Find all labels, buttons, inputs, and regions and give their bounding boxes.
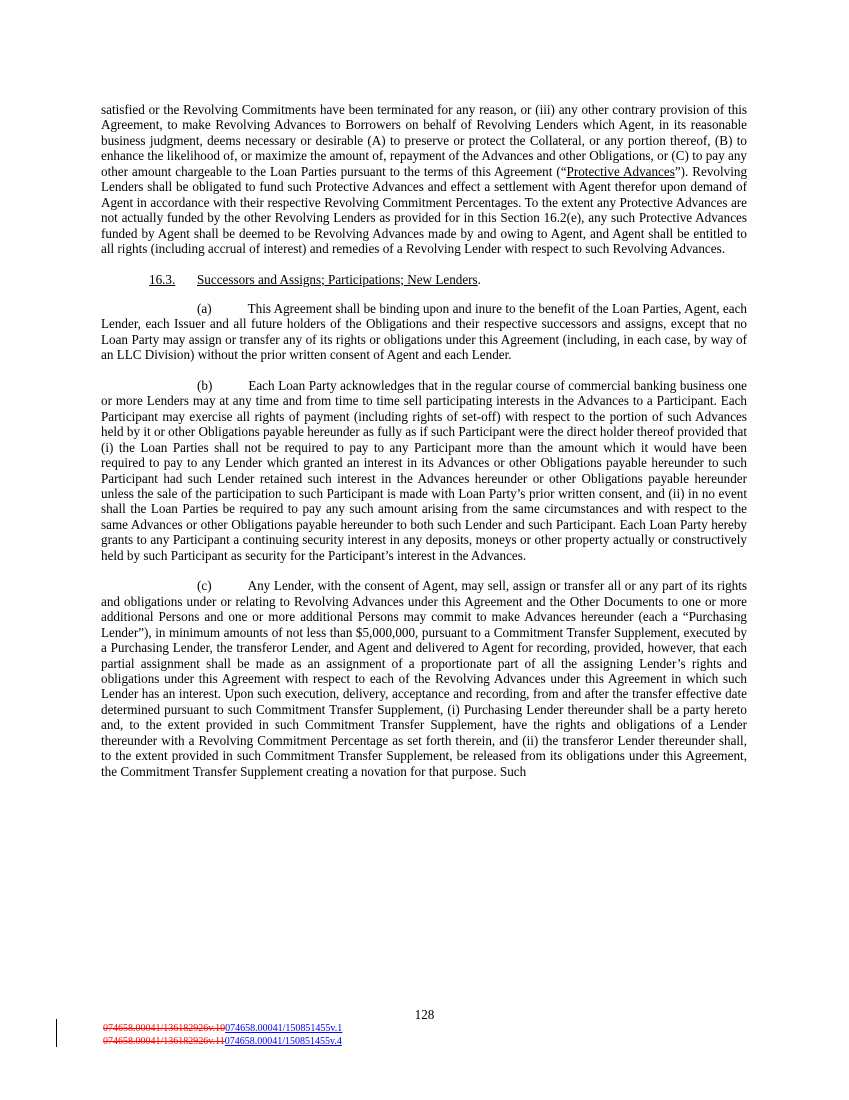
- paragraph-c-text: Any Lender, with the consent of Agent, may sell, assign or transfer all or any part of its rights and obligations under or relating to Revolving Advances under this Agreement and the Other Documents to one or more additional Persons and one or more additional Persons may commit to make Advances hereunder (each a “Purchasing Lender”), in minimum amounts of not less than $5,000,000, pursuant to a Commitment Transfer Supplement, executed by a Purchasing Lender, the transferor Lender, and Agent and delivered to Agent for recording, provided, however, that each partial assignment shall be made as an assignment of a proportionate part of all the assigning Lender’s rights and obligations under this Agreement with respect to each of the Revolving Advances under this Agreement in which such Lender has an interest. Upon such execution, delivery, acceptance and recording, from and after the transfer effective date determined pursuant to such Commitment Transfer Supplement, (i) Purchasing Lender thereunder shall be a party hereto and, to the extent provided in such Commitment Transfer Supplement, have the rights and obligations of a Lender thereunder with a Revolving Commitment Percentage as set forth therein, and (ii) the transferor Lender thereunder shall, to the extent provided in such Commitment Transfer Supplement, be released from its obligations under this Agreement, the Commitment Transfer Supplement creating a novation for that purpose. Such: [101, 578, 747, 779]
- document-body: [101, 102, 747, 779]
- paragraph-a: [101, 301, 747, 363]
- paragraph-c: [101, 578, 747, 779]
- defined-term-protective-advances: Protective Advances: [566, 163, 675, 179]
- page-number: 128: [414, 1007, 435, 1022]
- paragraph-b: [101, 378, 747, 563]
- footer-line-2: [103, 1035, 342, 1048]
- intro-paragraph: satisfied or the Revolving Commitments have been terminated for any reason, or (iii) any other contrary provision of this Agreement, to make Revolving Advances to Borrowers on behalf of Revolving Lenders which Agent, in its reasonable business judgment, deems necessary or desirable (A) to preserve or protect the Collateral, or any portion thereof, (B) to enhance the likelihood of, or maximize the amount of, repayment of the Advances and other Obligations, or (C) to pay any other amount chargeable to the Loan Parties pursuant to the terms of this Agreement (“Protective Advances”). Revolving Lenders shall be obligated to fund such Protective Advances and effect a settlement with Agent therefor upon demand of Agent in accordance with their respective Revolving Commitment Percentages. To the extent any Protective Advances are not actually funded by the other Revolving Lenders as provided for in this Section 16.2(e), any such Protective Advances funded by Agent shall be deemed to be Revolving Advances made by and owing to Agent, and Agent shall be entitled to all rights (including accrual of interest) and remedies of a Revolving Lender with respect to such Revolving Advances.: [101, 102, 748, 257]
- paragraph-b-text: Each Loan Party acknowledges that in the regular course of commercial banking business one or more Lenders may at any time and from time to time sell participating interests in the Advances to a Participant. Each Participant may exercise all rights of payment (including rights of set-off) with respect to the portion of such Advances held by it or other Obligations payable hereunder as fully as if such Participant were the direct holder thereof provided that (i) the Loan Parties shall not be required to pay to any Participant more than the amount which it would have been required to pay to any Lender which granted an interest in its Advances or other Obligations payable hereunder to such Participant had such Lender retained such interest in the Advances hereunder or other Obligations payable hereunder unless the sale of the participation to such Participant is made with Loan Party’s prior written consent, and (ii) in no event shall the Loan Parties be required to pay any such amount arising from the same circumstances and with respect to the same Advances or other Obligations payable hereunder to both such Lender and such Participant. Each Loan Party hereby grants to any Participant a continuing security interest in any deposits, moneys or other property actually or constructively held by such Participant as security for the Participant’s interest in the Advances.: [101, 377, 747, 563]
- footer-inserted-id-1: 074658.00041/150851455v.1: [225, 1023, 343, 1034]
- footer-deleted-id-2: 074658.00041/136182926v.11: [103, 1036, 225, 1047]
- footer-deleted-id-1: 074658.00041/136182926v.10: [103, 1023, 226, 1034]
- change-bar: [56, 1019, 57, 1047]
- paragraph-a-text: This Agreement shall be binding upon and inure to the benefit of the Loan Parties, Agent, each Lender, each Issuer and all future holders of the Obligations and their respective successors and assigns, except that no Loan Party may assign or transfer any of its rights or obligations under this Agreement (including, in each case, by way of an LLC Division) without the prior written consent of Agent and each Lender.: [101, 300, 747, 363]
- document-footer: [103, 1022, 342, 1048]
- footer-line-1: [103, 1022, 342, 1035]
- section-number: 16.3.: [149, 271, 176, 287]
- section-title: Successors and Assigns; Participations; New Lenders: [197, 271, 478, 287]
- paragraph-a-label: (a): [197, 300, 212, 316]
- paragraph-c-label: (c): [197, 578, 212, 594]
- section-heading: 16.3. Successors and Assigns; Participations; New Lenders.: [149, 271, 481, 287]
- footer-inserted-id-2: 074658.00041/150851455v.4: [224, 1036, 342, 1047]
- paragraph-b-label: (b): [197, 377, 213, 393]
